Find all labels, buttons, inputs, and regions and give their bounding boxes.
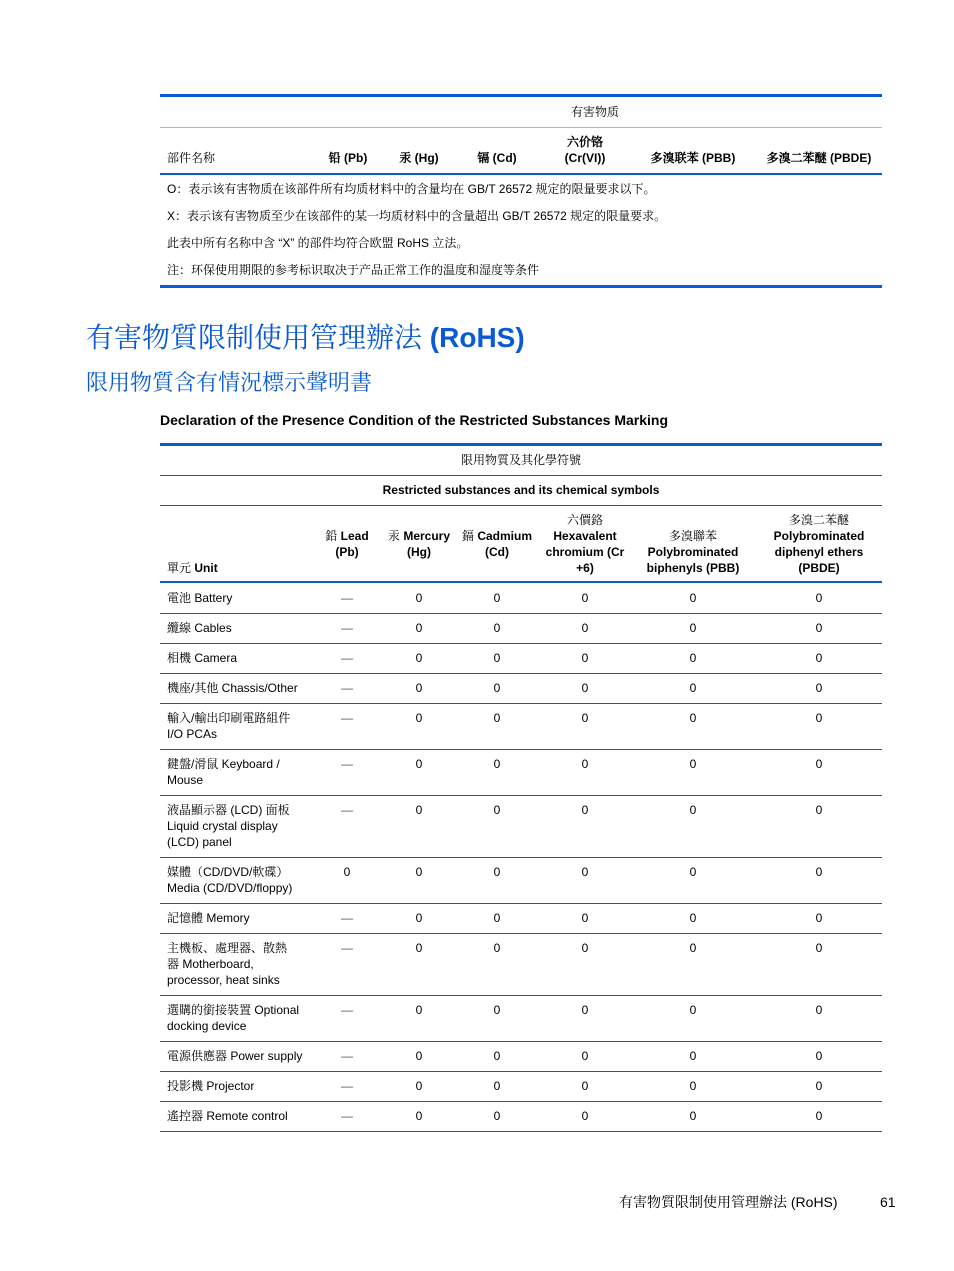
table-row-value: — — [341, 1109, 353, 1123]
table2-col-header-en: Cadmium (Cd) — [477, 529, 533, 559]
table-row-value: 0 — [815, 711, 823, 725]
table1-col-header-0: 铅 (Pb) — [328, 151, 368, 165]
table-row-value: 0 — [815, 621, 823, 635]
table-row-divider — [160, 749, 882, 750]
table-row-unit: 投影機 Projector — [167, 1079, 255, 1093]
table-row-unit: 鍵盤/滑鼠 Keyboard / Mouse — [167, 757, 280, 787]
table-row-divider — [160, 857, 882, 858]
table-row-value: — — [341, 941, 353, 955]
table-row-value: 0 — [415, 941, 423, 955]
table2-col-header-en: Mercury (Hg) — [403, 529, 451, 559]
table-row-value: 0 — [689, 651, 697, 665]
table-row-value: 0 — [415, 911, 423, 925]
table-row-divider — [160, 703, 882, 704]
table2-col-header-zh: 汞 — [387, 529, 400, 543]
table-row-value: 0 — [415, 621, 423, 635]
table2-top-rule — [160, 443, 882, 446]
table-row-value: 0 — [415, 1049, 423, 1063]
table-row-unit: 遙控器 Remote control — [167, 1109, 288, 1123]
table-row-unit: 相機 Camera — [167, 651, 238, 665]
table2-col-header-zh: 六價鉻 — [566, 513, 603, 527]
table-row-value: 0 — [581, 711, 589, 725]
table-row-value: 0 — [493, 1049, 501, 1063]
table-row-value: 0 — [689, 941, 697, 955]
table-row-value: 0 — [581, 803, 589, 817]
table2-col-unit-zh: 單元 — [167, 561, 192, 575]
table-row-value: 0 — [689, 681, 697, 695]
table-row-value: 0 — [815, 651, 823, 665]
table-row-value: 0 — [493, 591, 501, 605]
table1-header-bottom-rule — [160, 173, 882, 175]
table-row-value: 0 — [689, 1003, 697, 1017]
table-row-divider — [160, 673, 882, 674]
table-row-value: 0 — [581, 651, 589, 665]
table-row-value: 0 — [689, 803, 697, 817]
table-row-value: 0 — [689, 1079, 697, 1093]
table-row-value: 0 — [815, 803, 823, 817]
table-row-unit: 記憶體 Memory — [167, 911, 250, 925]
table-row-divider — [160, 903, 882, 904]
table-row-value: 0 — [415, 1109, 423, 1123]
table-row-divider — [160, 1041, 882, 1042]
table-row-value: 0 — [493, 911, 501, 925]
section-title: 限用物質含有情況標示聲明書 — [86, 370, 373, 395]
table-row-unit: 選購的銜接裝置 Optional docking device — [167, 1003, 300, 1033]
table-row-unit: 機座/其他 Chassis/Other — [167, 681, 298, 695]
table-row-value: 0 — [815, 681, 823, 695]
table-row-value: 0 — [689, 757, 697, 771]
table2-col-header-en: Polybrominated biphenyls (PBB) — [646, 545, 740, 575]
table-row-value: — — [341, 651, 353, 665]
table-row-value: 0 — [493, 621, 501, 635]
table-row-value: — — [341, 591, 353, 605]
page-title-rohs: (RoHS) — [429, 322, 525, 353]
table-row-value: 0 — [815, 1003, 823, 1017]
table-row-value: 0 — [493, 757, 501, 771]
table1-col-header-2: 镉 (Cd) — [477, 151, 517, 165]
table-row-divider — [160, 933, 882, 934]
table1-top-rule — [160, 94, 882, 97]
table-row-value: 0 — [689, 865, 697, 879]
table2-col-header-en: Hexavalent chromium (Cr +6) — [545, 529, 625, 575]
table-row-value: 0 — [493, 651, 501, 665]
table-row-value: 0 — [415, 803, 423, 817]
table-row-value: 0 — [581, 1049, 589, 1063]
table1-col-header-5: 多溴二苯醚 (PBDE) — [766, 151, 872, 165]
table-row-value: 0 — [689, 711, 697, 725]
table-row-value: 0 — [815, 757, 823, 771]
table1-col-header-4: 多溴联苯 (PBB) — [650, 151, 736, 165]
page-number: 61 — [880, 1194, 896, 1210]
table1-note-rohs: 此表中所有名称中含 “X” 的部件均符合欧盟 RoHS 立法。 — [167, 236, 469, 250]
table-row-divider — [160, 613, 882, 614]
table-row-value: 0 — [581, 1109, 589, 1123]
table1-col-part: 部件名称 — [167, 151, 216, 165]
table-row-unit: 媒體（CD/DVD/軟碟） Media (CD/DVD/floppy) — [167, 865, 293, 895]
table1-header-top: 有害物质 — [570, 105, 619, 119]
table-row-value: 0 — [493, 1079, 501, 1093]
footer-title: 有害物質限制使用管理辦法 (RoHS) — [619, 1194, 838, 1210]
table-row-value: 0 — [493, 803, 501, 817]
table-row-value: 0 — [415, 651, 423, 665]
table-row-value: 0 — [415, 865, 423, 879]
table-row-value: 0 — [493, 865, 501, 879]
table2-header-zh: 限用物質及其化學符號 — [460, 453, 581, 467]
table1-col-header-3: 六价铬 (Cr(VI)) — [564, 135, 606, 165]
table1-note-o: O：表示该有害物质在该部件所有均质材料中的含量均在 GB/T 26572 规定的限量要求以下。 — [167, 182, 656, 196]
table-row-value: 0 — [689, 591, 697, 605]
table-row-value: — — [341, 803, 353, 817]
table-row-value: 0 — [689, 911, 697, 925]
table-row-unit: 纜線 Cables — [167, 621, 232, 635]
table2-col-header-en: Lead (Pb) — [335, 529, 369, 559]
table2-col-header-zh: 多溴聯苯 — [668, 529, 717, 543]
table-row-divider — [160, 1101, 882, 1102]
table-row-value: 0 — [815, 865, 823, 879]
table-row-divider — [160, 1071, 882, 1072]
table-row-value: 0 — [493, 681, 501, 695]
table-row-value: 0 — [415, 1003, 423, 1017]
table-row-value: — — [341, 1049, 353, 1063]
table-row-value: 0 — [581, 621, 589, 635]
table-row-value: 0 — [493, 941, 501, 955]
table-row-value: — — [341, 621, 353, 635]
table1-note-x: X：表示该有害物质至少在该部件的某一均质材料中的含量超出 GB/T 26572 规定的限量要求。 — [167, 209, 667, 223]
table-row-value: — — [341, 711, 353, 725]
table-row-value: 0 — [815, 1049, 823, 1063]
table-row-unit: 電源供應器 Power supply — [167, 1049, 303, 1063]
table2-header-en: Restricted substances and its chemical symbols — [382, 483, 660, 497]
table-row-value: 0 — [343, 865, 351, 879]
table-row-value: — — [341, 1079, 353, 1093]
table-row-value: 0 — [581, 911, 589, 925]
table-row-value: — — [341, 911, 353, 925]
table-row-value: 0 — [493, 1003, 501, 1017]
table-row-value: 0 — [581, 1003, 589, 1017]
table-row-value: 0 — [581, 681, 589, 695]
table-row-value: 0 — [415, 591, 423, 605]
table-row-value: — — [341, 681, 353, 695]
table2-col-header-5 — [739, 512, 899, 576]
table-row-value: 0 — [815, 941, 823, 955]
table-row-value: 0 — [815, 1109, 823, 1123]
table-row-unit: 電池 Battery — [167, 591, 233, 605]
table2-col-header-zh: 鎘 — [461, 529, 474, 543]
table-row-value: 0 — [415, 1079, 423, 1093]
table-row-unit: 主機板、處理器、散熱 器 Motherboard, processor, heat sinks — [167, 941, 288, 987]
table1-bottom-rule — [160, 285, 882, 288]
table-row-value: 0 — [689, 1109, 697, 1123]
table1-header-divider — [160, 127, 882, 128]
page-title — [86, 318, 525, 358]
table-row-value: 0 — [581, 865, 589, 879]
table2-col-header-zh: 鉛 — [325, 529, 338, 543]
table2-col-unit — [167, 560, 218, 576]
declaration-title: Declaration of the Presence Condition of the Restricted Substances Marking — [160, 412, 668, 428]
page-title-text: 有害物質限制使用管理辦法 — [86, 322, 423, 353]
table2-divider-2 — [160, 505, 882, 506]
table-row-value: 0 — [581, 1079, 589, 1093]
table-row-value: 0 — [815, 591, 823, 605]
table1-col-header-1: 汞 (Hg) — [399, 151, 439, 165]
table-row-divider — [160, 795, 882, 796]
table-row-value: 0 — [581, 757, 589, 771]
table-row-value: 0 — [581, 591, 589, 605]
table-row-value: 0 — [689, 621, 697, 635]
table2-header-bottom-rule — [160, 581, 882, 583]
table-row-value: 0 — [493, 1109, 501, 1123]
table2-col-unit-en: Unit — [194, 561, 218, 575]
table-row-value: 0 — [689, 1049, 697, 1063]
table-row-value: 0 — [581, 941, 589, 955]
table-row-value: — — [341, 1003, 353, 1017]
table-row-unit: 液晶顯示器 (LCD) 面板 Liquid crystal display (LCD) panel — [167, 803, 290, 849]
table-row-value: 0 — [493, 711, 501, 725]
table-row-divider — [160, 643, 882, 644]
table-row-value: 0 — [815, 1079, 823, 1093]
table-row-value: 0 — [415, 711, 423, 725]
table1-note-period: 注：环保使用期限的参考标识取决于产品正常工作的温度和湿度等条件 — [167, 263, 540, 277]
table2-divider-1 — [160, 475, 882, 476]
table-row-divider — [160, 995, 882, 996]
table2-col-header-zh: 多溴二苯醚 — [788, 513, 849, 527]
table-row-value: 0 — [415, 757, 423, 771]
table-row-divider — [160, 1131, 882, 1132]
table2-col-header-en: Polybrominated diphenyl ethers (PBDE) — [773, 529, 865, 575]
table-row-value: 0 — [415, 681, 423, 695]
table-row-value: 0 — [815, 911, 823, 925]
table-row-value: — — [341, 757, 353, 771]
table-row-unit: 輸入/輸出印刷電路組件 I/O PCAs — [167, 711, 291, 741]
